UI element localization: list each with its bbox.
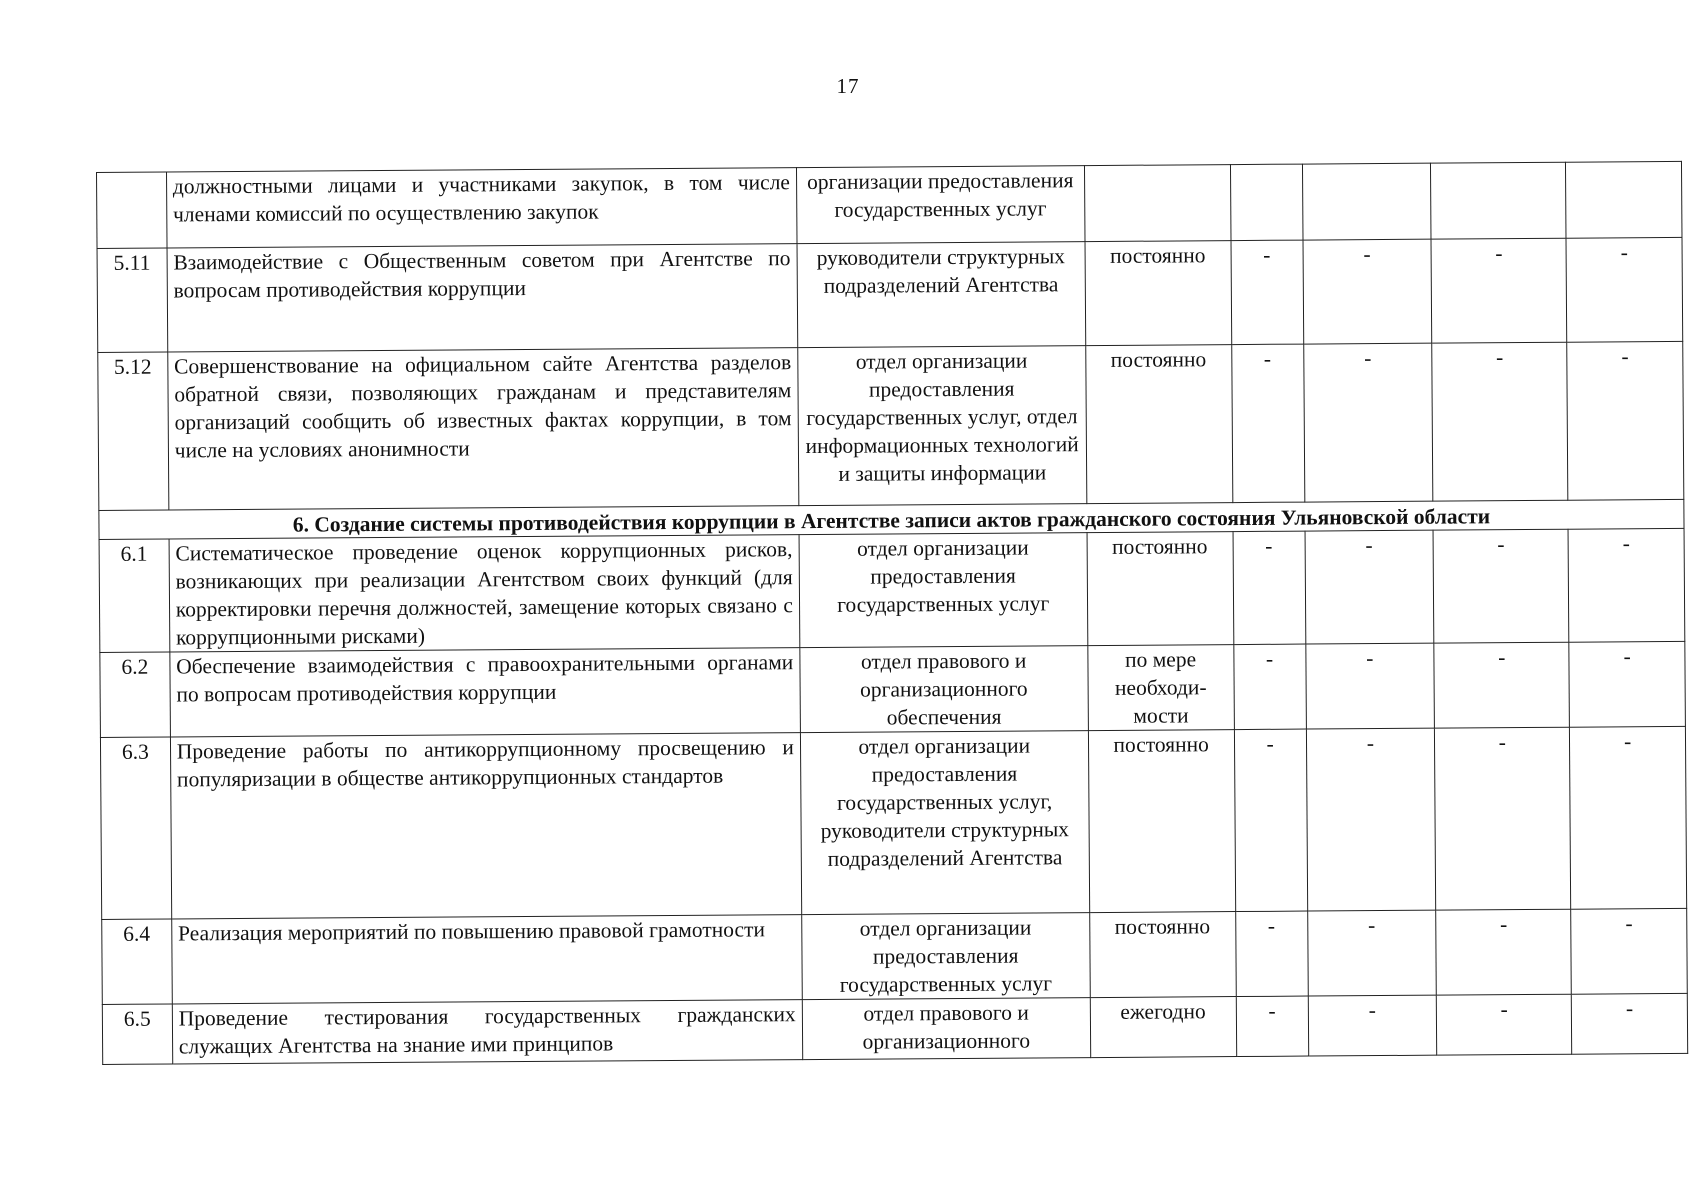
item-description-cell: должностными лицами и участниками закупок, в том числе членами комиссий по осуществлению закупок	[166, 168, 797, 248]
item-col5-cell: -	[1233, 531, 1306, 644]
item-col8-cell: -	[1566, 237, 1682, 342]
item-term-cell: по мере необходи-мости	[1087, 645, 1234, 731]
item-col6-cell: -	[1305, 643, 1434, 729]
item-col6-cell: -	[1307, 910, 1436, 996]
item-col5-cell: -	[1234, 729, 1307, 911]
item-col6-cell: -	[1305, 530, 1434, 644]
item-responsible-cell: отдел организации предоставления государственных услуг	[799, 533, 1088, 648]
item-col5-cell: -	[1231, 344, 1304, 502]
table-row	[102, 908, 1688, 1004]
item-col8-cell	[1566, 161, 1682, 238]
item-col7-cell: -	[1434, 642, 1570, 728]
item-term-cell: постоянно	[1085, 345, 1232, 504]
item-col7-cell	[1431, 162, 1567, 239]
table-row	[102, 993, 1687, 1064]
item-col6-cell: -	[1303, 343, 1433, 502]
item-col8-cell: -	[1572, 993, 1688, 1054]
table-row	[97, 237, 1683, 352]
item-responsible-cell: организации предоставления государственных услуг	[796, 166, 1084, 244]
item-responsible-cell: отдел организации предоставления государственных услуг	[802, 913, 1090, 1000]
item-term-cell: постоянно	[1088, 730, 1235, 913]
item-col6-cell: -	[1306, 728, 1436, 911]
item-description-cell: Проведение работы по антикоррупционному просвещению и популяризации в обществе антикоррупционных стандартов	[170, 733, 801, 919]
item-responsible-cell: отдел организации предоставления государственных услуг, отдел информационных технологий и защиты информации	[798, 346, 1087, 506]
item-col8-cell: -	[1567, 341, 1684, 500]
item-term-cell: постоянно	[1089, 912, 1236, 998]
page-number: 17	[836, 74, 860, 98]
document-sheet	[96, 161, 1688, 1065]
item-col7-cell: -	[1431, 238, 1567, 343]
item-number-cell: 5.12	[98, 352, 169, 510]
item-description-cell: Совершенствование на официальном сайте Агентства разделов обратной связи, позволяющих гражданам и представителям организаций сообщить об известных фактах коррупции, в том числе на условиях анонимности	[168, 348, 799, 510]
item-description-cell: Взаимодействие с Общественным советом при Агентстве по вопросам противодействия коррупции	[167, 244, 798, 352]
item-col8-cell: -	[1571, 908, 1687, 994]
item-col5-cell: -	[1231, 240, 1304, 344]
item-col7-cell: -	[1436, 909, 1572, 995]
item-responsible-cell: отдел организации предоставления государственных услуг, руководители структурных подразделений Агентства	[800, 731, 1089, 915]
item-term-cell	[1084, 165, 1231, 242]
item-description-cell: Реализация мероприятий по повышению правовой грамотности	[171, 915, 802, 1004]
item-col8-cell: -	[1569, 641, 1685, 727]
item-number-cell: 6.4	[102, 919, 172, 1004]
item-term-cell: ежегодно	[1090, 997, 1236, 1058]
table-row	[98, 341, 1684, 510]
item-number-cell: 6.3	[100, 737, 171, 919]
measures-table	[96, 161, 1688, 1065]
item-description-cell: Систематическое проведение оценок коррупционных рисков, возникающих при реализации Агентством своих функций (для корректировки перечня должностей, замещение которых связано с коррупционными рисками)	[169, 535, 800, 652]
item-col6-cell: -	[1308, 995, 1437, 1056]
item-description-cell: Обеспечение взаимодействия с правоохранительными органами по вопросам противодействия коррупции	[170, 648, 801, 737]
item-col8-cell: -	[1568, 528, 1684, 642]
item-responsible-cell: отдел правового и организационного обеспечения	[800, 646, 1088, 733]
table-row	[100, 641, 1686, 737]
table-body	[97, 161, 1688, 1064]
item-col8-cell: -	[1570, 726, 1687, 909]
item-number-cell: 6.2	[100, 652, 170, 737]
item-col6-cell	[1302, 163, 1431, 240]
item-term-cell: постоянно	[1087, 532, 1234, 646]
item-col5-cell	[1230, 164, 1302, 241]
item-term-cell: постоянно	[1085, 241, 1232, 346]
item-col7-cell: -	[1433, 529, 1569, 643]
item-col6-cell: -	[1303, 239, 1432, 344]
item-number-cell	[97, 172, 167, 248]
item-col7-cell: -	[1435, 727, 1571, 910]
item-col7-cell: -	[1437, 994, 1573, 1055]
item-col5-cell: -	[1235, 911, 1308, 997]
item-number-cell: 6.1	[99, 539, 170, 652]
item-number-cell: 5.11	[97, 248, 167, 352]
table-row	[100, 726, 1686, 919]
item-responsible-cell: руководители структурных подразделений Агентства	[797, 242, 1086, 348]
item-description-cell: Проведение тестирования государственных гражданских служащих Агентства на знание ими принципов	[172, 1000, 802, 1064]
item-col5-cell: -	[1236, 996, 1308, 1057]
table-row	[97, 161, 1682, 248]
item-responsible-cell: отдел правового и организационного	[802, 998, 1090, 1060]
table-row	[99, 528, 1685, 652]
item-number-cell: 6.5	[102, 1004, 172, 1064]
item-col5-cell: -	[1233, 644, 1306, 730]
item-col7-cell: -	[1432, 342, 1568, 501]
section-title: 6. Создание системы противодействия коррупции в Агентстве записи актов гражданского состояния Ульяновской области	[99, 499, 1684, 539]
